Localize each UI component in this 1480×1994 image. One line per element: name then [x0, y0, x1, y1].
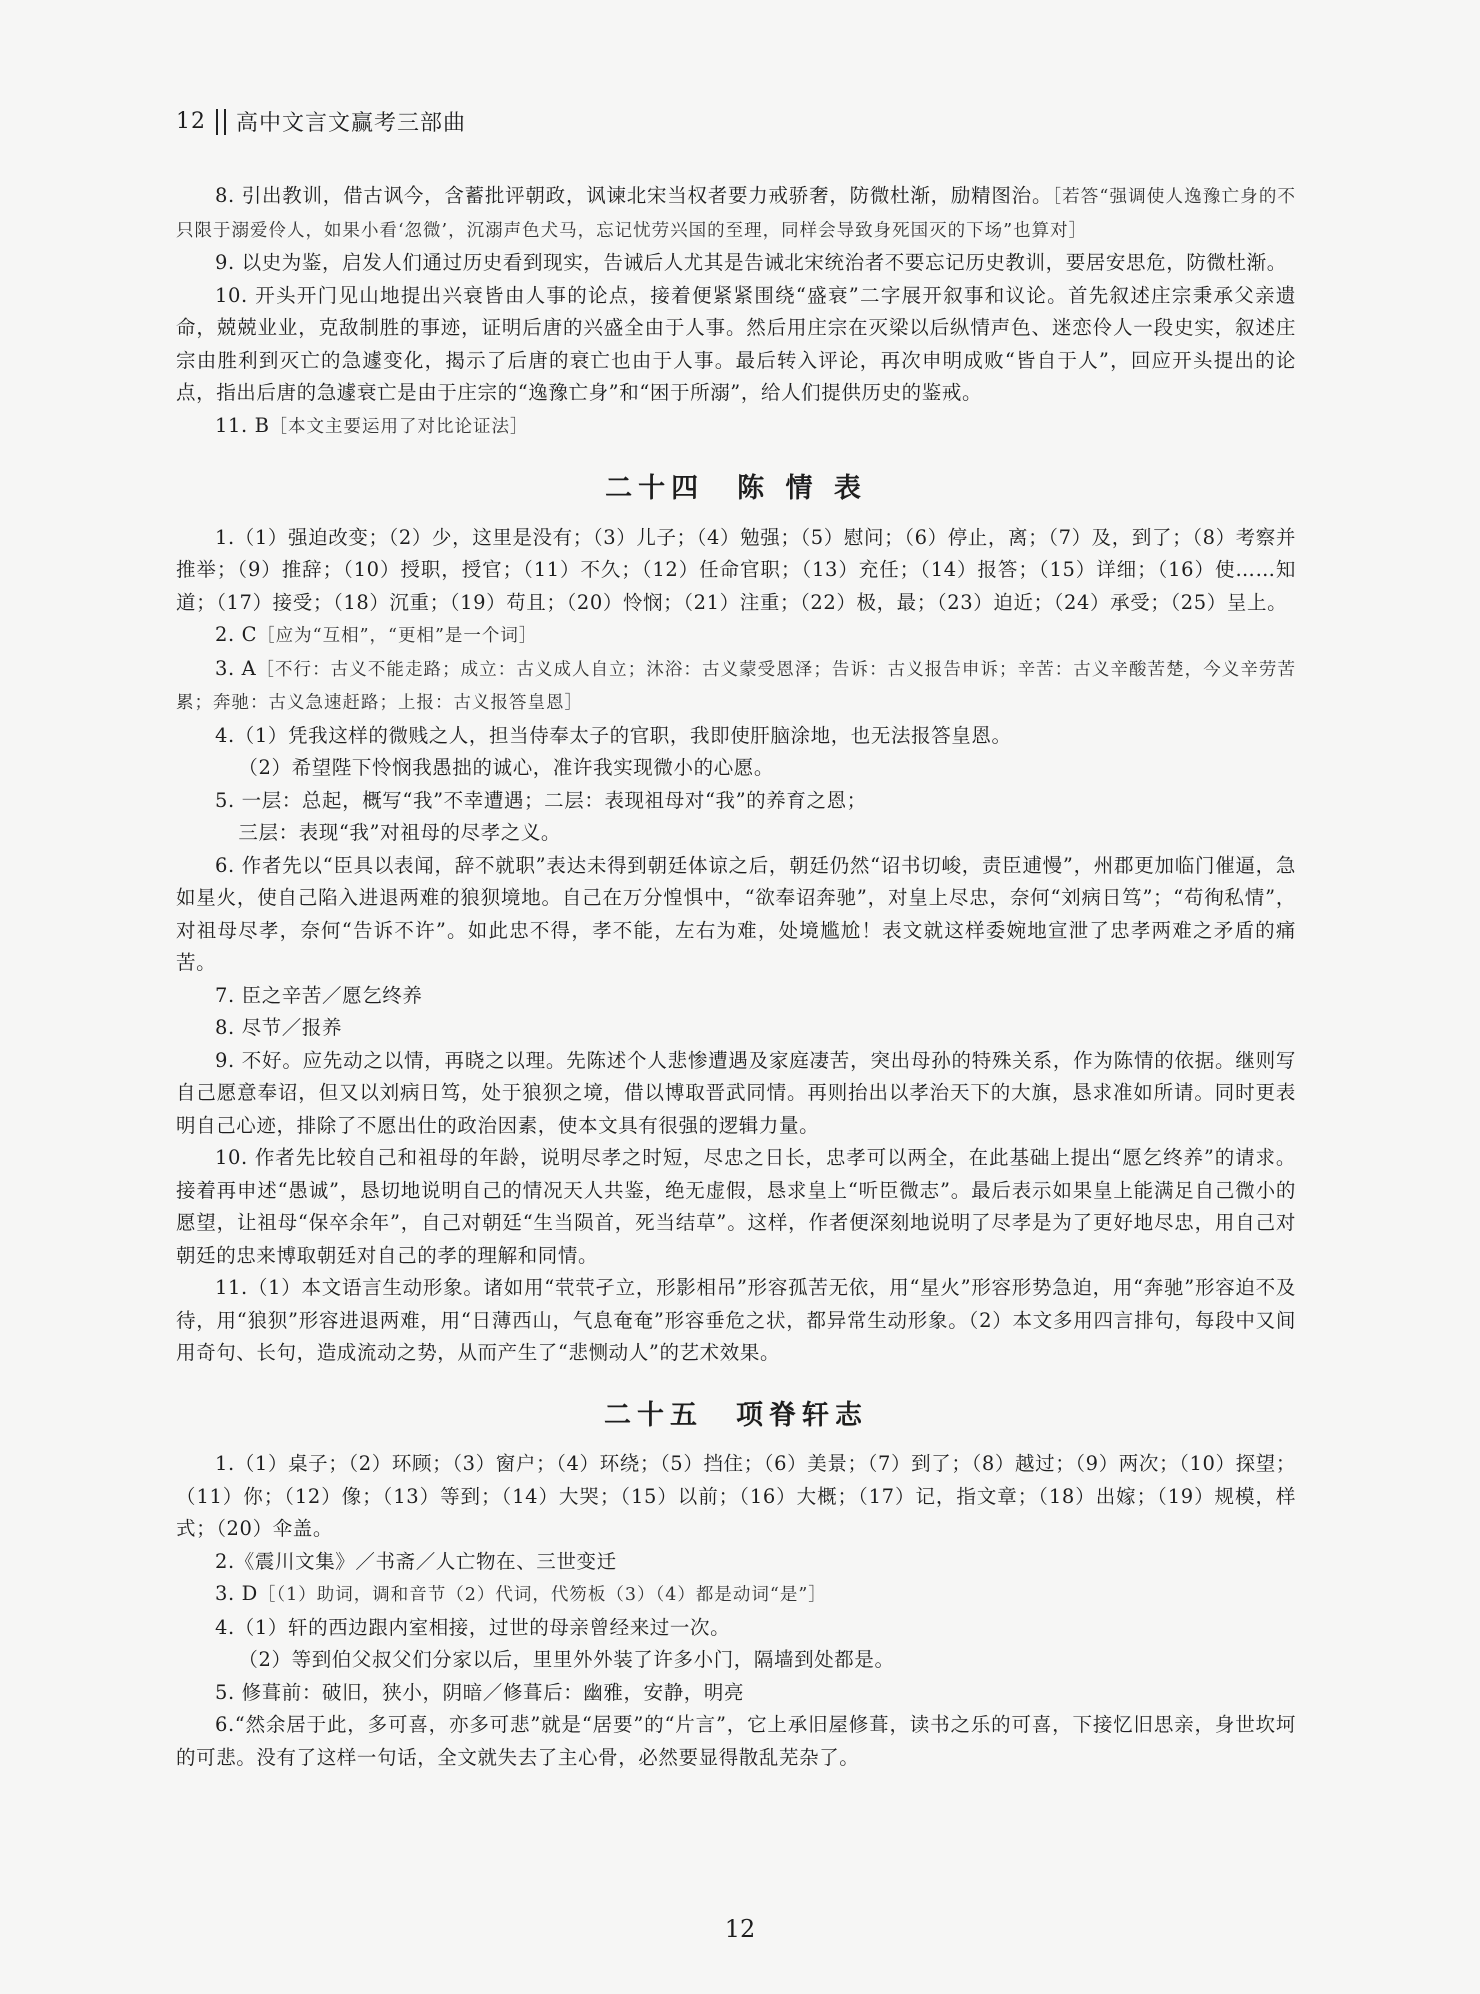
- double-bar-divider: [216, 109, 226, 135]
- answer-item: 2.《震川文集》／书斋／人亡物在、三世变迁: [215, 1549, 617, 1573]
- answer-item: 10. 作者先比较自己和祖母的年龄，说明尽孝之时短，尽忠之日长，忠孝可以两全，在此基础上提出“愿乞终养”的请求。接着再申述“愚诚”，恳切地说明自己的情况天人共鉴，绝无虚假，恳求皇上“听臣微志”。最后表示如果皇上能满足自己微小的愿望，让祖母“保卒余年”，自己对朝廷“生当陨首，死当结草”。这样，作者便深刻地说明了尽孝是为了更好地尽忠，用自己对朝廷的忠来博取朝廷对自己的孝的理解和同情。: [176, 1146, 1296, 1267]
- section-25-answers: [176, 1448, 1296, 1774]
- answer-item: 6.“然余居于此，多可喜，亦多可悲”就是“居要”的“片言”，它上承旧屋修葺，读书之乐的可喜，下接忆旧思亲，身世坎坷的可悲。没有了这样一句话，全文就失去了主心骨，必然要显得散乱芜杂了。: [176, 1713, 1296, 1769]
- answer-note: ［不行：古义不能走路；成立：古义成人自立；沐浴：古义蒙受恩泽；告诉：古义报告申诉；辛苦：古义辛酸苦楚，今义辛劳苦累；奔驰：古义急速赶路；上报：古义报答皇恩］: [176, 659, 1296, 713]
- answer-item-continuation: （2）希望陛下怜悯我愚拙的诚心，准许我实现微小的心愿。: [238, 756, 774, 779]
- answer-item: 6. 作者先以“臣具以表闻，辞不就职”表达未得到朝廷体谅之后，朝廷仍然“诏书切峻，责臣逋慢”，州郡更加临门催逼，急如星火，使自己陷入进退两难的狼狈境地。自己在万分惶惧中，“欲奉诏奔驰”，对皇上尽忠，奈何“刘病日笃”；“苟徇私情”，对祖母尽孝，奈何“告诉不许”。如此忠不得，孝不能，左右为难，处境尴尬！表文就这样委婉地宣泄了忠孝两难之矛盾的痛苦。: [176, 853, 1296, 974]
- section-23-answers: [176, 180, 1296, 443]
- answer-note: ［（1）助词，调和音节（2）代词，代笏板（3）（4）都是动词“是”］: [257, 1585, 827, 1605]
- answer-item: 4.（1）轩的西边跟内室相接，过世的母亲曾经来过一次。: [215, 1615, 731, 1639]
- answer-item: 5. 修葺前：破旧，狭小，阴暗／修葺后：幽雅，安静，明亮: [215, 1680, 745, 1704]
- answer-item: 9. 不好。应先动之以情，再晓之以理。先陈述个人悲惨遭遇及家庭凄苦，突出母孙的特殊关系，作为陈情的依据。继则写自己愿意奉诏，但又以刘病日笃，处于狼狈之境，借以博取晋武同情。再则抬出以孝治天下的大旗，恳求准如所请。同时更表明自己心迹，排除了不愿出仕的政治因素，使本文具有很强的逻辑力量。: [176, 1048, 1296, 1137]
- answer-item: 4.（1）凭我这样的微贱之人，担当侍奉太子的官职，我即使肝脑涂地，也无法报答皇恩。: [215, 723, 1012, 747]
- answer-item: 3. D［（1）助词，调和音节（2）代词，代笏板（3）（4）都是动词“是”］: [215, 1582, 827, 1605]
- answer-content: [176, 180, 1296, 1774]
- answer-item: 8. 尽节／报养: [215, 1016, 343, 1039]
- answer-item: 3. A［不行：古义不能走路；成立：古义成人自立；沐浴：古义蒙受恩泽；告诉：古义报告申诉；辛苦：古义辛酸苦楚，今义辛劳苦累；奔驰：古义急速赶路；上报：古义报答皇恩］: [176, 656, 1296, 713]
- answer-note: ［应为“互相”，“更相”是一个词］: [257, 626, 538, 646]
- answer-item: 10. 开头开门见山地提出兴衰皆由人事的论点，接着便紧紧围绕“盛衰”二字展开叙事和议论。首先叙述庄宗秉承父亲遗命，兢兢业业，克敌制胜的事迹，证明后唐的兴盛全由于人事。然后用庄宗在灭梁以后纵情声色、迷恋伶人一段史实，叙述庄宗由胜利到灭亡的急遽变化，揭示了后唐的衰亡也由于人事。最后转入评论，再次申明成败“皆自于人”，回应开头提出的论点，指出后唐的急遽衰亡是由于庄宗的“逸豫亡身”和“困于所溺”，给人们提供历史的鉴戒。: [176, 283, 1296, 404]
- section-title-chen-qing-biao: 二十四 陈 情 表: [605, 473, 867, 504]
- header-page-number: 12: [176, 109, 206, 134]
- answer-item-continuation: 三层：表现“我”对祖母的尽孝之义。: [238, 821, 562, 844]
- header-book-title: 高中文言文赢考三部曲: [236, 111, 467, 136]
- section-24-answers: [176, 522, 1296, 1370]
- answer-item: 1.（1）强迫改变；（2）少，这里是没有；（3）儿子；（4）勉强；（5）慰问；（6）停止，离；（7）及，到了；（8）考察并推举；（9）推辞；（10）授职，授官；（11）不久；（12）任命官职；（13）充任；（14）报答；（15）详细；（16）使……知道；（17）接受；（18）沉重；（19）苟且；（20）怜悯；（21）注重；（22）极，最；（23）迫近；（24）承受；（25）呈上。: [176, 525, 1296, 614]
- answer-item: 2. C［应为“互相”，“更相”是一个词］: [215, 623, 538, 646]
- answer-item: 7. 臣之辛苦／愿乞终养: [215, 983, 423, 1007]
- answer-item: 11.（1）本文语言生动形象。诸如用“茕茕孑立，形影相吊”形容孤苦无依，用“星火”形容形势急迫，用“奔驰”形容迫不及待，用“狼狈”形容进退两难，用“日薄西山，气息奄奄”形容垂危之状，都异常生动形象。（2）本文多用四言排句，每段中又间用奇句、长句，造成流动之势，从而产生了“悲恻动人”的艺术效果。: [176, 1276, 1296, 1364]
- answer-item: 11. B［本文主要运用了对比论证法］: [215, 413, 529, 437]
- answer-item: 8. 引出教训，借古讽今，含蓄批评朝政，讽谏北宋当权者要力戒骄奢，防微杜渐，励精图治。［若答“强调使人逸豫亡身的不只限于溺爱伶人，如果小看‘忽微’，沉溺声色犬马，忘记忧劳兴国的至理，同样会导致身死国灭的下场”也算对］: [176, 184, 1296, 241]
- answer-item: 5. 一层：总起，概写“我”不幸遭遇；二层：表现祖母对“我”的养育之恩；: [215, 788, 867, 812]
- answer-item-continuation: （2）等到伯父叔父们分家以后，里里外外装了许多小门，隔墙到处都是。: [238, 1648, 895, 1671]
- running-header: [176, 106, 466, 137]
- page-number-footer: 12: [724, 1915, 756, 1943]
- section-title-xiang-ji-xuan-zhi: 二十五 项脊轩志: [604, 1399, 868, 1431]
- answer-item: 9. 以史为鉴，启发人们通过历史看到现实，告诫后人尤其是告诫北宋统治者不要忘记历史教训，要居安思危，防微杜渐。: [215, 251, 1287, 274]
- answer-item: 1.（1）桌子；（2）环顾；（3）窗户；（4）环绕；（5）挡住；（6）美景；（7）到了；（8）越过；（9）两次；（10）探望；（11）你；（12）像；（13）等到；（14）大哭；（15）以前；（16）大概；（17）记，指文章；（18）出嫁；（19）规模，样式；（20）伞盖。: [176, 1452, 1296, 1540]
- answer-note: ［本文主要运用了对比论证法］: [269, 416, 529, 437]
- answer-note: ［若答“强调使人逸豫亡身的不只限于溺爱伶人，如果小看‘忽微’，沉溺声色犬马，忘记忧劳兴国的至理，同样会导致身死国灭的下场”也算对］: [176, 187, 1296, 241]
